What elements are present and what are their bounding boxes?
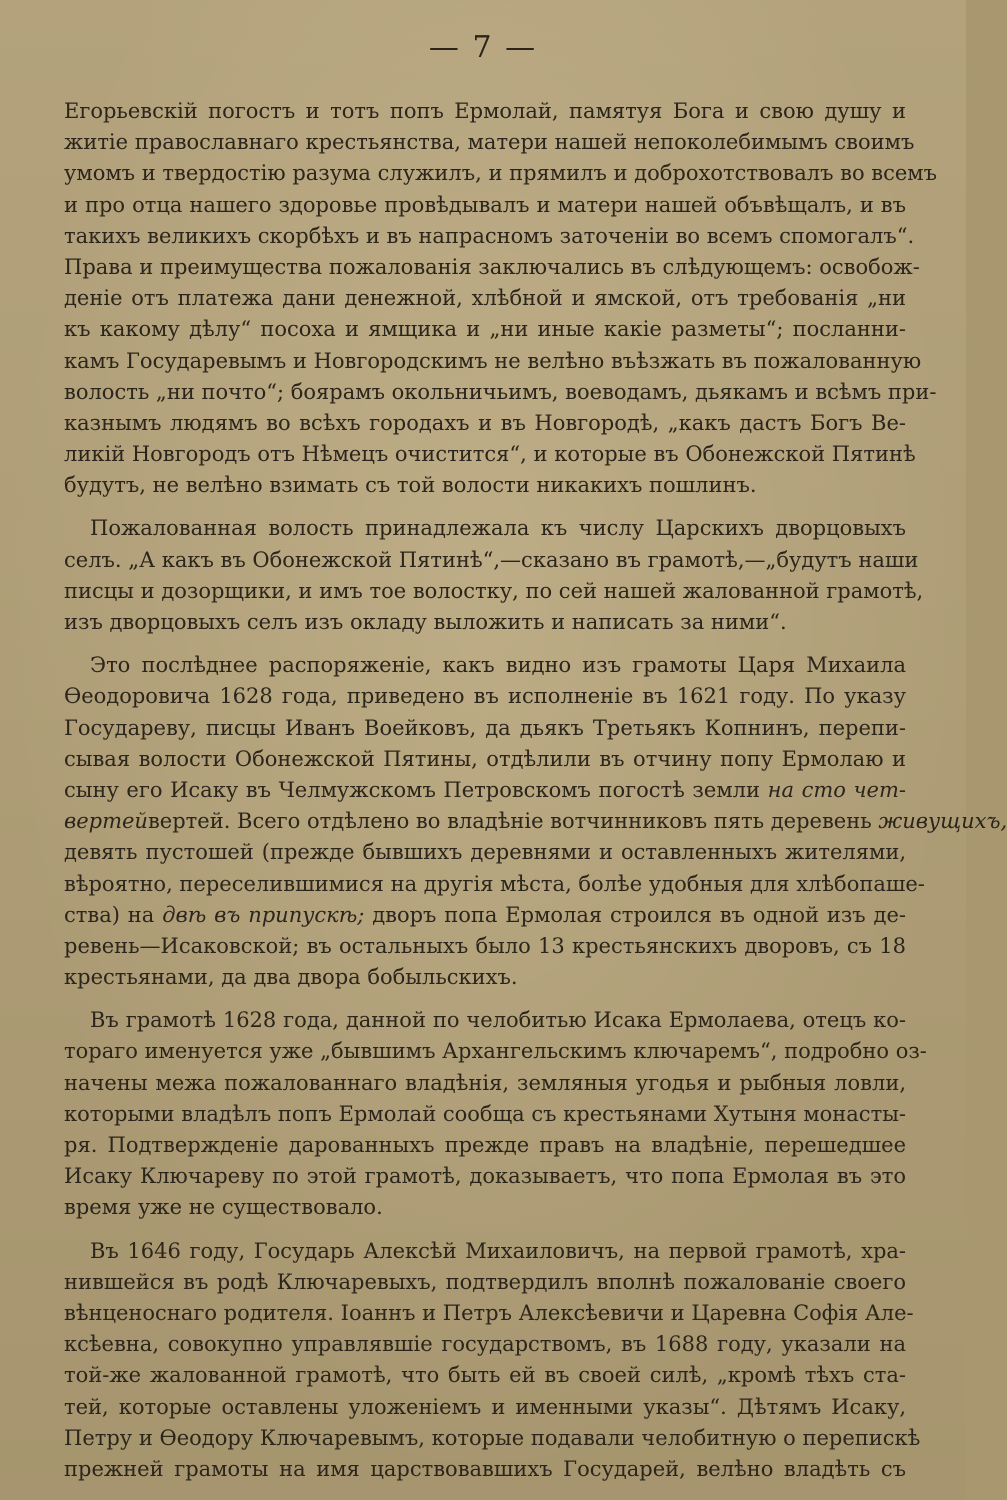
text-line: селъ. „А какъ въ Обонежской Пятинѣ“,—сказано въ грамотѣ,—„будутъ наши [64, 547, 919, 572]
text-line: житіе православнаго крестьянства, матери нашей непоколебимымъ своимъ [64, 130, 915, 155]
text-line [64, 900, 906, 931]
text-line: Это послѣднее распоряженіе, какъ видно изъ грамоты Царя Михаила [90, 653, 906, 678]
text-line: крестьянами, да два двора бобыльскихъ. [64, 965, 518, 990]
text-line: будутъ, не велѣно взимать съ той волости никакихъ пошлинъ. [64, 473, 757, 498]
text-line: къ какому дѣлу“ посоха и ямщика и „ни иные какіе разметы“; посланни- [64, 317, 906, 342]
paragraph-2 [64, 513, 924, 638]
text-line: Въ 1646 году, Государь Алексѣй Михаиловичъ, на первой грамотѣ, хра- [90, 1238, 906, 1263]
text-line: ликій Новгородъ отъ Нѣмецъ очистится“, и которые въ Обонежской Пятинѣ [64, 442, 916, 467]
italic-run: вертей [64, 809, 148, 834]
text-line: начены межа пожалованнаго владѣнія, земляныя угодья и рыбныя ловли, [64, 1070, 906, 1095]
text-line: Исаку Ключареву по этой грамотѣ, доказываетъ, что попа Ермолая въ это [64, 1164, 906, 1189]
text-line: той-же жалованной грамотѣ, что быть ей въ своей силѣ, „кромѣ тѣхъ ста- [64, 1363, 906, 1388]
text-line: писцы и дозорщики, и имъ тое волостку, по сей нашей жалованной грамотѣ, [64, 578, 924, 603]
text-line: ревень—Исаковской; въ остальныхъ было 13 крестьянскихъ дворовъ, съ 18 [64, 933, 906, 958]
paragraph-1 [64, 96, 937, 501]
text-line: Егорьевскій погостъ и тотъ попъ Ермолай, памятуя Бога и свою душу и [64, 99, 906, 123]
text-line: камъ Государевымъ и Новгородскимъ не велѣно въѣзжать въ пожалованную [64, 348, 922, 373]
text-line [64, 806, 1007, 837]
text-line: девять пустошей (прежде бывшихъ деревнями и оставленныхъ жителями, [64, 840, 906, 865]
italic-run: живущихъ, [878, 809, 1007, 834]
paragraph-3 [64, 650, 1007, 993]
text-run: вертей. Всего отдѣлено во владѣніе вотчинниковъ пять деревень [147, 809, 872, 834]
text-line: которыми владѣлъ попъ Ермолай сообща съ крестьянами Хутыня монасты- [64, 1101, 906, 1126]
text-line: прежней грамоты на имя царствовавшихъ Государей, велѣно владѣть съ [64, 1456, 906, 1481]
text-line: ря. Подтвержденіе дарованныхъ прежде правъ на владѣніе, перешедшее [64, 1133, 906, 1157]
text-line: тораго именуется уже „бывшимъ Архангельскимъ ключаремъ“, подробно оз- [64, 1039, 927, 1064]
text-line: нившейся въ родѣ Ключаревыхъ, подтвердилъ вполнѣ пожалованіе своего [64, 1269, 906, 1294]
text-run: дворъ попа Ермолая строился въ одной изъ де- [372, 902, 906, 927]
text-line: деніе отъ платежа дани денежной, хлѣбной и ямской, отъ требованія „ни [64, 286, 906, 311]
text-line: Ѳеодоровича 1628 года, приведено въ исполненіе въ 1621 году. По указу [64, 684, 906, 709]
page-number: — 7 — [428, 30, 538, 65]
text-line: Въ грамотѣ 1628 года, данной по челобитью Исака Ермолаева, отецъ ко- [90, 1008, 906, 1033]
text-line: умомъ и твердостію разума служилъ, и прямилъ и доброхотствовалъ во всемъ [64, 161, 937, 186]
text-line: Пожалованная волость принадлежала къ числу Царскихъ дворцовыхъ [90, 516, 906, 541]
body-text [64, 96, 1007, 1497]
text-line: время уже не существовало. [64, 1195, 383, 1220]
text-line: казнымъ людямъ во всѣхъ городахъ и въ Новгородѣ, „какъ дастъ Богъ Ве- [64, 410, 906, 435]
text-line: тей, которые оставлены уложеніемъ и именными указы“. Дѣтямъ Исаку, [64, 1394, 906, 1419]
text-line: вѣроятно, переселившимися на другія мѣста, болѣе удобныя для хлѣбопаше- [64, 871, 925, 896]
text-line: волость „ни почто“; боярамъ окольничьимъ, воеводамъ, дьякамъ и всѣмъ при- [64, 379, 937, 404]
text-line: изъ дворцовыхъ селъ изъ окладу выложить и написать за ними“. [64, 610, 787, 634]
text-line: ксѣевна, совокупно управлявшіе государствомъ, въ 1688 году, указали на [64, 1332, 906, 1357]
italic-run: двѣ въ припускѣ; [162, 902, 365, 927]
text-line: вѣнценоснаго родителя. Іоаннъ и Петръ Алексѣевичи и Царевна Софія Але- [64, 1300, 914, 1325]
text-line: Петру и Ѳеодору Ключаревымъ, которые подавали челобитную о перепискѣ [64, 1425, 921, 1450]
paragraph-5 [64, 1236, 921, 1486]
text-line: Права и преимущества пожалованія заключались въ слѣдующемъ: освобож- [64, 254, 920, 279]
text-line: сывая волости Обонежской Пятины, отдѣлили въ отчину попу Ермолаю и [64, 746, 906, 771]
paragraph-4 [64, 1005, 927, 1223]
text-run: ства) на [64, 902, 155, 927]
text-line: и про отца нашего здоровье провѣдывалъ и матери нашей объвѣщалъ, и въ [64, 192, 906, 217]
text-line: такихъ великихъ скорбѣхъ и въ напрасномъ заточеніи во всемъ спомогалъ“. [64, 223, 915, 248]
text-run: сыну его Исаку въ Челмужскомъ Петровскомъ погостѣ земли [64, 777, 760, 802]
italic-run: на сто чет- [767, 777, 906, 802]
text-line: Государеву, писцы Иванъ Воейковъ, да дьякъ Третьякъ Копнинъ, перепи- [64, 715, 906, 740]
text-line [64, 775, 906, 806]
